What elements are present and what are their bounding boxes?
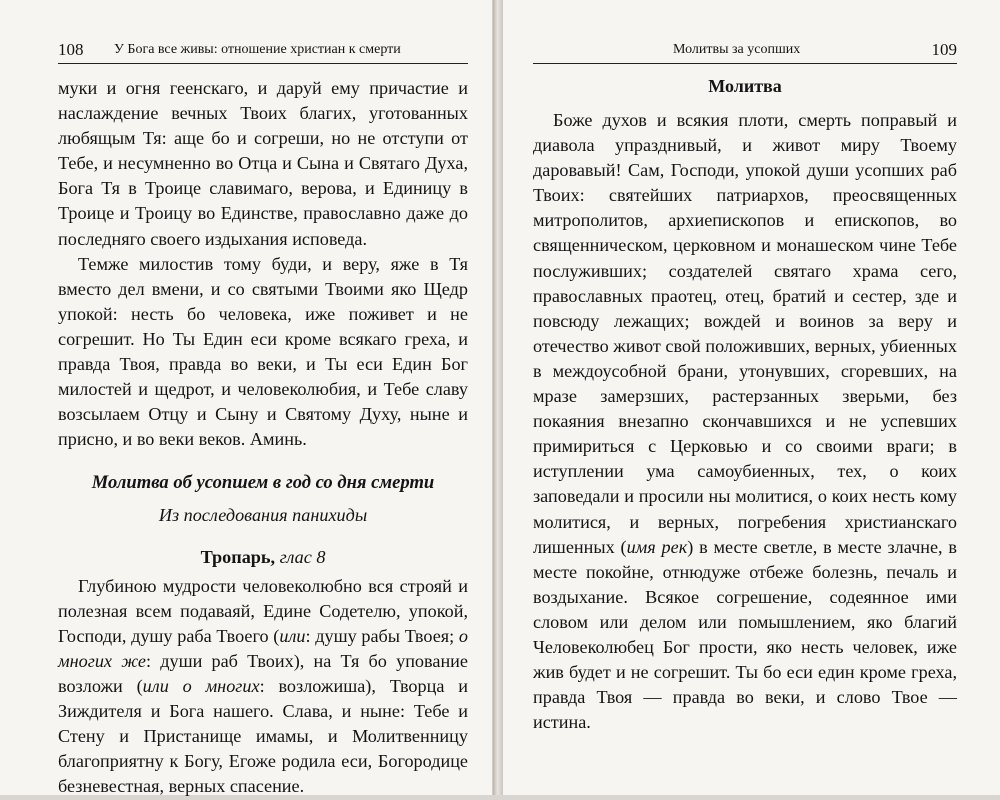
tropar-italic-2: о многих же bbox=[58, 625, 468, 671]
left-paragraph-1: муки и огня геенскаго, и даруй ему причастие и наслаждение вечных Твоих благих, уготованных любящым Тя: аще бо и согреши, но не отступи от Тебе, и несумненно во Отца и Сына и Святаго Духа, Бога Тя в Троице славимаго, верова, и Единицу в Троице и Троицу во Единстве, православно даже до последняго своего издыхания исповеда. bbox=[58, 78, 468, 249]
prayer-title: Молитва bbox=[708, 76, 782, 96]
right-page bbox=[503, 0, 1000, 795]
right-page-number: 109 bbox=[931, 40, 957, 59]
left-page-number: 108 bbox=[58, 40, 84, 59]
tropar-text-3: : души раб Твоих), на Тя бо упование возложи ( bbox=[58, 650, 468, 697]
left-page bbox=[0, 0, 493, 795]
troparion-text bbox=[58, 574, 468, 800]
troparion-title bbox=[58, 545, 468, 570]
right-running-head: Молитвы за усопших bbox=[673, 42, 801, 57]
prayer-text bbox=[533, 108, 957, 735]
left-page-header bbox=[58, 40, 468, 64]
tropar-text-2: : душу рабы Твоея; bbox=[305, 625, 459, 646]
right-page-body bbox=[533, 108, 957, 735]
tropar-italic-1: или bbox=[279, 625, 306, 646]
book-gutter bbox=[493, 0, 503, 795]
left-running-head: У Бога все живы: отношение христиан к смерти bbox=[114, 42, 401, 57]
troparion-tone: глас 8 bbox=[279, 546, 326, 567]
prayer-italic-1: имя рек bbox=[626, 536, 688, 557]
right-page-header bbox=[533, 40, 957, 64]
section-heading: Молитва об усопшем в год со дня смерти bbox=[91, 472, 435, 494]
prayer-text-1: Боже духов и всякия плоти, смерть поправый и диавола упразднивый, и живот миру Твоему даровавый! Сам, Господи, упокой души усопших раб Твоих: святейших патриархов, преосвященных митрополитов, архиепископов и епископов, во священническом, церковном и монашеском чине Тебе послуживших; создателей святаго храма сего, православных праотец, отец, братий и сестер, зде и повсюду лежащих; вождей и воинов за веру и отечество живот свой положивших, верных, убиенных в междоусобной брани, утонувших, сгоревших, на мразе замерзших, растерзанных зверьми, без покаяния внезапно скончавшихся и не успевших примириться с Церковью и со своими враги; в иступлении ума самоубиенных, тех, о коих заповедали и просили ны молитися, о коих несть кому молитися, и верных, погребения христианскаго лишенных ( bbox=[533, 110, 957, 557]
troparion-label: Тропарь, bbox=[200, 546, 276, 567]
tropar-italic-3: или о многих bbox=[142, 676, 260, 697]
prayer-text-2: ) в месте светле, в месте злачне, в месте покойне, отнюдуже отбеже болезнь, печаль и воздыхание. Всякое согрешение, содеянное ими словом или делом или помышлением, яко благий Человеколюбец Бог прости, яко несть человек, иже жив будет и не согрешит. Ты бо еси един кроме греха, правда Твоя — правда во веки, и слово Твое — истина. bbox=[533, 536, 957, 733]
left-page-body bbox=[58, 76, 468, 800]
left-paragraph-2: Темже милостив тому буди, и веру, яже в Тя вместо дел вмени, и со святыми Твоими яко Щедр упокой: несть бо человека, иже поживет и не согрешит. Но Ты Един еси кроме всякаго греха, и правда Твоя, правда во веки, и Ты еси Един Бог милостей и щедрот, и человеколюбия, и Тебе славу возсылаем Отцу и Сыну и Святому Духу, ныне и присно, и во веки веков. Аминь. bbox=[58, 253, 468, 450]
tropar-text-4: : возложиша), Творца и Зиждителя и Бога нашего. Слава, и ныне: Тебе и Стену и Пристанище имамы, и Молитвенницу благоприятну к Богу, Егоже родила еси, Богородице безневестная, верных спасение. bbox=[58, 676, 468, 797]
section-subheading: Из последования панихиды bbox=[158, 504, 368, 525]
tropar-text-1: Глубиною мудрости человеколюбно вся строяй и полезная всем подаваяй, Едине Содетелю, упокой, Господи, душу раба Твоего ( bbox=[58, 575, 468, 646]
